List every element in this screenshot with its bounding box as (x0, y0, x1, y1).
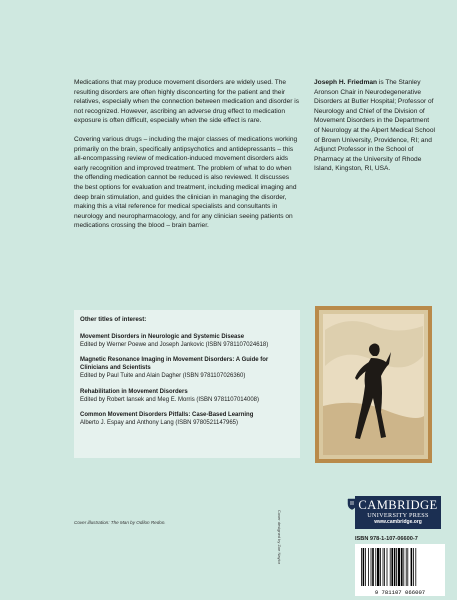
barcode-bar (363, 548, 365, 586)
cover-design-credit: Cover designed by Zoe Naylor (277, 510, 282, 565)
barcode-bar (413, 548, 414, 586)
publisher-logo (355, 496, 441, 529)
barcode-bar (387, 548, 388, 586)
barcode-bar (383, 548, 384, 586)
barcode-bar (390, 548, 391, 586)
book-info: Alberto J. Espay and Anthony Lang (ISBN 9780521147965) (80, 419, 239, 426)
author-name: Joseph H. Friedman (314, 79, 378, 86)
book-title: Rehabilitation in Movement Disorders (80, 388, 188, 395)
barcode-bar (377, 548, 379, 586)
barcode-bar (380, 548, 381, 586)
barcode-bar (394, 548, 396, 586)
barcode (355, 544, 445, 596)
isbn-label: ISBN 978-1-107-06600-7 (355, 536, 418, 542)
barcode-bar (398, 548, 400, 586)
barcode-bar (415, 548, 416, 586)
description-paragraph-2: Covering various drugs – including the major classes of medications working primarily on the brain, specifically antipsychotics and antidepressants – this all-encompassing review of medication-induced movement disorders aids early recognition and improved treatment. The problem of what to do when the offending medication cannot be reduced is also reviewed. It discusses the best options for evaluation and treatment, including medical imaging and deep brain stimulation, and guides the clinician in managing the disorder, making this a vital reference for medical specialists and consultants in neurology and neuropharmacology, and for any clinician seeing patients on medications crossing the blood – brain barrier. (74, 135, 298, 230)
barcode-bar (403, 548, 404, 586)
barcode-bar (361, 548, 362, 586)
barcode-bar (372, 548, 374, 586)
other-titles-heading: Other titles of interest: (80, 316, 147, 323)
book-info: Edited by Werner Poewe and Joseph Jankovic (ISBN 9781107024618) (80, 342, 269, 349)
cover-painting-image (315, 306, 432, 463)
barcode-bar (375, 548, 376, 586)
publisher-name: CAMBRIDGE (358, 498, 438, 512)
barcode-bar (384, 548, 385, 586)
author-bio-text: is The Stanley Aronson Chair in Neurodegenerative Disorders at Butler Hospital; Professor of Neurology and Chief of the Division of Movement Disorders in the Department of Neurology at the Alpert Medical School of Brown University, Providence, RI; and Adjunct Professor in the School of Pharmacy at the University of Rhode Island, Kingston, RI, USA. (314, 79, 435, 173)
barcode-bar (365, 548, 366, 586)
book-info: Edited by Robert Iansek and Meg E. Morris (ISBN 9781107014008) (80, 396, 259, 403)
publisher-subtitle: UNIVERSITY PRESS (367, 512, 429, 519)
barcode-bar (368, 548, 369, 586)
barcode-digits: 9 781107 066007 (374, 589, 426, 596)
barcode-bar (396, 548, 397, 586)
barcode-bar (411, 548, 413, 586)
author-bio (314, 78, 436, 174)
book-title: Movement Disorders in Neurologic and Systemic Disease (80, 334, 245, 341)
book-title: Common Movement Disorders Pitfalls: Case-Based Learning (80, 411, 254, 418)
book-entry (80, 388, 292, 404)
book-info: Edited by Paul Tuite and Alain Dagher (ISBN 9781107026360) (80, 373, 246, 380)
barcode-bar (406, 548, 407, 586)
barcode-bar (371, 548, 372, 586)
description-paragraph-1: Medications that may produce movement disorders are widely used. The resulting disorders are often highly disconcerting for the patient and their relatives, especially when the connection between medication and disorder is not recognized. However, ascribing an adverse drug effect to medication exposure is often difficult, especially when the side effect is rare. (74, 79, 300, 125)
book-entry (80, 411, 292, 427)
barcode-bar (401, 548, 403, 586)
barcode-bar (407, 548, 408, 586)
book-entry (80, 333, 292, 349)
other-titles-box (74, 310, 300, 458)
description-text (74, 78, 300, 240)
barcode-bar (391, 548, 393, 586)
book-entry (80, 356, 292, 380)
book-title: Magnetic Resonance Imaging in Movement Disorders: A Guide for Clinicians and Scientists (80, 357, 269, 372)
cover-illustration-credit: Cover illustration: The Man by Odilon Redon. (74, 520, 166, 525)
publisher-url: www.cambridge.org (374, 519, 422, 525)
